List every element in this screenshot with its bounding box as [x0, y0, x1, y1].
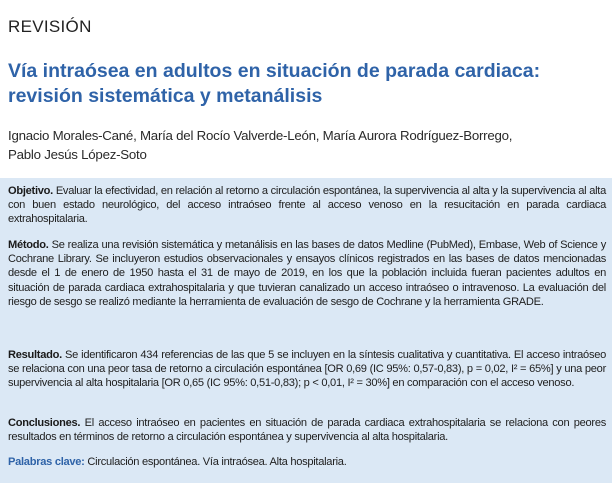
author-list-line-2: Pablo Jesús López-Soto — [8, 146, 147, 162]
section-label: REVISIÓN — [8, 17, 92, 36]
article-title-line-2: revisión sistemática y metanálisis — [8, 85, 323, 107]
abstract-keywords — [8, 455, 606, 469]
abstract-conclusions — [8, 416, 606, 444]
abstract-method-label: Método. — [8, 239, 49, 251]
article-title — [8, 59, 608, 109]
abstract-keywords-text: Circulación espontánea. Vía intraósea. Alta hospitalaria. — [87, 456, 347, 468]
abstract-method — [8, 238, 606, 309]
abstract-keywords-label: Palabras clave: — [8, 456, 85, 468]
abstract-conclusions-text: El acceso intraóseo en pacientes en situación de parada cardiaca extrahospitalaria se relaciona con peores resultados en términos de retorno a circulación espontánea y supervivencia al alta hospitalaria. — [8, 417, 606, 444]
abstract-objective-label: Objetivo. — [8, 185, 53, 197]
abstract-result-text: Se identificaron 434 referencias de las que 5 se incluyen en la síntesis cualitativa y cuantitativa. El acceso intraóseo se relaciona con una peor tasa de retorno a circulación espontánea [OR 0,69 (IC 95%: 0,57-0,83), p = 0,02, I² = 65%] y una peor supervivencia al alta hospitalaria [OR 0,65 (IC 95%: 0,51-0,83); p < 0,01, I² = 30%] en comparación con el acceso venoso. — [8, 349, 606, 390]
abstract-result-label: Resultado. — [8, 349, 62, 361]
author-list-line-1: Ignacio Morales-Cané, María del Rocío Valverde-León, María Aurora Rodríguez-Borrego, — [8, 128, 513, 143]
abstract-box — [0, 178, 612, 483]
article-title-line-1: Vía intraósea en adultos en situación de parada cardiaca: — [8, 60, 541, 82]
abstract-objective — [8, 184, 606, 227]
abstract-objective-text: Evaluar la efectividad, en relación al retorno a circulación espontánea, la supervivencia al alta y la supervivencia al alta con buen estado neurológico, del acceso intraóseo frente al acceso venoso en la resucitación en parada cardiaca extrahospitalaria. — [8, 185, 606, 226]
author-list — [8, 127, 608, 164]
abstract-result — [8, 348, 606, 391]
abstract-method-text: Se realiza una revisión sistemática y metanálisis en las bases de datos Medline (PubMed), Embase, Web of Science y Cochrane Library. Se incluyeron estudios observacionales y ensayos clínicos registrados en las bases de datos mencionadas desde el 1 de enero de 1950 hasta el 31 de mayo de 2019, en los que la población incluida fueran pacientes adultos en situación de parada cardiaca extrahospitalaria y que tuvieran canalizado un acceso intraóseo o intravenoso. La evaluación del riesgo de sesgo se realizó mediante la herramienta de evaluación de sesgo de Cochrane y la herramienta GRADE. — [8, 239, 607, 308]
abstract-conclusions-label: Conclusiones. — [8, 417, 81, 429]
